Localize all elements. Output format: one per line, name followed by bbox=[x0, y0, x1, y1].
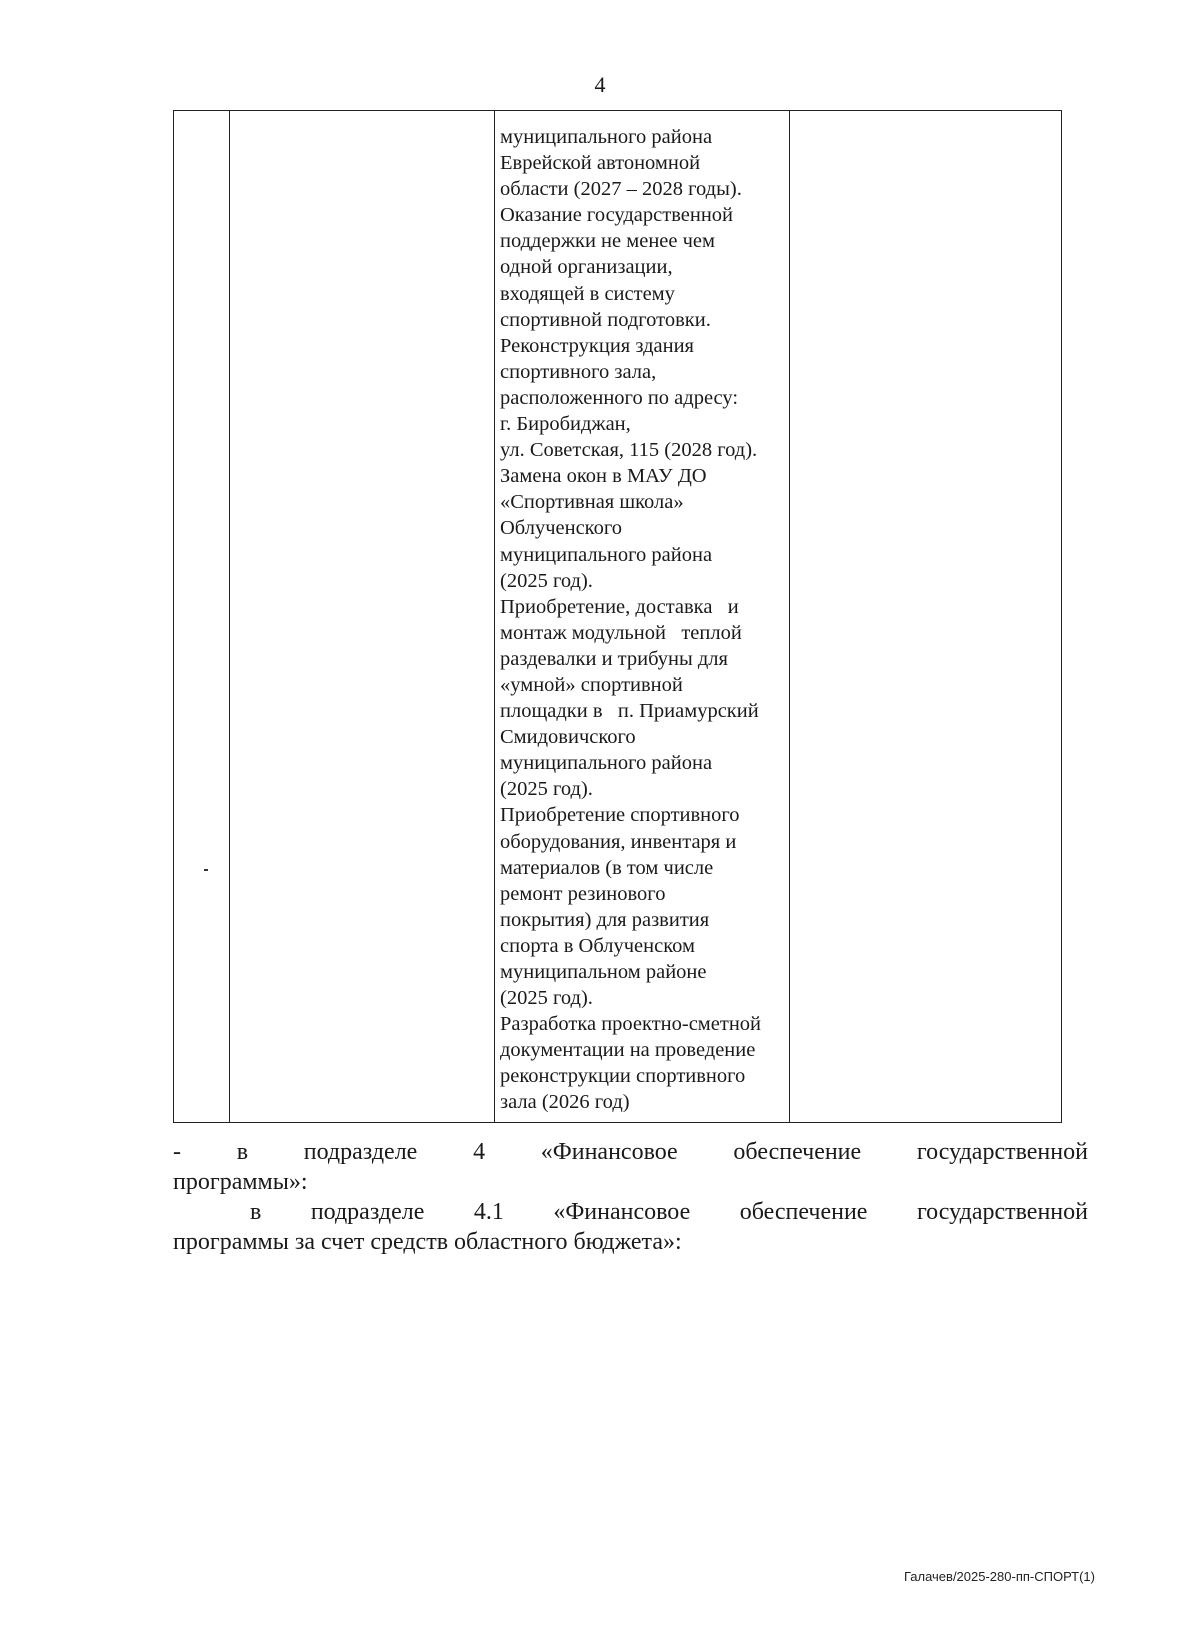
paragraph-word: 4.1 bbox=[473, 1199, 504, 1225]
table-cell-line: Реконструкция здания bbox=[500, 334, 694, 357]
table-cell-line: монтаж модульной теплой bbox=[500, 621, 742, 644]
document-code: Галачев/2025-280-пп-СПОРТ(1) bbox=[903, 1569, 1095, 1584]
paragraph-word: 4 bbox=[473, 1139, 486, 1165]
paragraph-word: «Финансовое bbox=[553, 1199, 691, 1225]
paragraph-subsection-4-1 bbox=[173, 1197, 1088, 1227]
table-cell-line: Облученского bbox=[500, 517, 622, 540]
table-cell-line: муниципального района bbox=[500, 752, 713, 775]
table-cell-line: документации на проведение bbox=[500, 1039, 756, 1062]
table-cell-line: г. Биробиджан, bbox=[500, 413, 631, 436]
table-cell-line: Приобретение, доставка и bbox=[500, 595, 739, 618]
paragraph-word: в bbox=[236, 1139, 249, 1165]
table-cell-line: ул. Советская, 115 (2028 год). bbox=[500, 439, 758, 462]
table-cell-line: раздевалки и трибуны для bbox=[500, 647, 728, 670]
paragraph-word: подразделе bbox=[303, 1139, 418, 1165]
table-cell-line: муниципального района bbox=[500, 126, 713, 148]
table-cell-line: Оказание государственной bbox=[500, 204, 734, 227]
table-cell-line: (2025 год). bbox=[500, 987, 593, 1010]
paragraph-word: государственной bbox=[916, 1199, 1088, 1225]
table-cell-line: Разработка проектно-сметной bbox=[500, 1013, 762, 1036]
table-cell-line: площадки в п. Приамурский bbox=[500, 700, 759, 723]
table-cell-line: реконструкции спортивного bbox=[500, 1065, 746, 1088]
table-cell-line: «умной» спортивной bbox=[500, 673, 683, 696]
column-divider-3 bbox=[789, 110, 790, 1123]
paragraph-line bbox=[173, 1137, 1088, 1167]
table-cell-line: Приобретение спортивного bbox=[500, 804, 740, 827]
table-cell-line: спорта в Облученском bbox=[500, 934, 695, 957]
table-cell-line: (2025 год). bbox=[500, 778, 593, 801]
table-cell-line: (2025 год). bbox=[500, 569, 593, 592]
paragraph-word: подразделе bbox=[310, 1199, 425, 1225]
table-cell-line: Еврейской автономной bbox=[500, 152, 701, 175]
table-cell-line: оборудования, инвентаря и bbox=[500, 830, 737, 853]
table-cell-measures bbox=[500, 124, 785, 1116]
table-cell-line: муниципального района bbox=[500, 543, 713, 566]
table-cell-line: Замена окон в МАУ ДО bbox=[500, 465, 707, 488]
stray-mark bbox=[204, 869, 208, 871]
table-cell-line: муниципальном районе bbox=[500, 961, 707, 983]
paragraph-line bbox=[250, 1197, 1088, 1227]
paragraph-word: обеспечение bbox=[739, 1199, 868, 1225]
column-divider-2 bbox=[494, 110, 495, 1123]
table-cell-line: области (2027 – 2028 годы). bbox=[500, 178, 742, 201]
paragraph-word: в bbox=[250, 1199, 262, 1225]
table-cell-line: спортивного зала, bbox=[500, 360, 657, 383]
table-cell-line: поддержки не менее чем bbox=[500, 230, 715, 253]
table-cell-line: входящей в систему bbox=[500, 282, 675, 305]
page-number: 4 bbox=[594, 72, 606, 97]
paragraph-word: обеспечение bbox=[733, 1139, 862, 1165]
table-cell-line: спортивной подготовки. bbox=[500, 308, 711, 331]
table-cell-line: «Спортивная школа» bbox=[500, 491, 684, 514]
table-cell-line: материалов (в том числе bbox=[500, 856, 714, 879]
column-divider-1 bbox=[229, 110, 230, 1123]
paragraph-line: программы за счет средств областного бюджета»: bbox=[173, 1229, 682, 1255]
paragraph-subsection-4 bbox=[173, 1137, 1088, 1197]
table-cell-line: ремонт резинового bbox=[500, 882, 666, 905]
paragraph-word: - bbox=[173, 1139, 181, 1165]
table-cell-line: Смидовичского bbox=[500, 726, 636, 749]
table-cell-line: расположенного по адресу: bbox=[500, 386, 739, 409]
paragraph-subsection-4-1-cont bbox=[173, 1227, 1088, 1257]
paragraph-word: государственной bbox=[916, 1139, 1088, 1165]
table-cell-line: одной организации, bbox=[500, 256, 673, 279]
program-table bbox=[173, 110, 1062, 1123]
paragraph-line: программы»: bbox=[173, 1169, 308, 1195]
table-cell-line: зала (2026 год) bbox=[500, 1091, 630, 1114]
paragraph-word: «Финансовое bbox=[540, 1139, 678, 1165]
table-cell-line: покрытия) для развития bbox=[500, 908, 710, 931]
